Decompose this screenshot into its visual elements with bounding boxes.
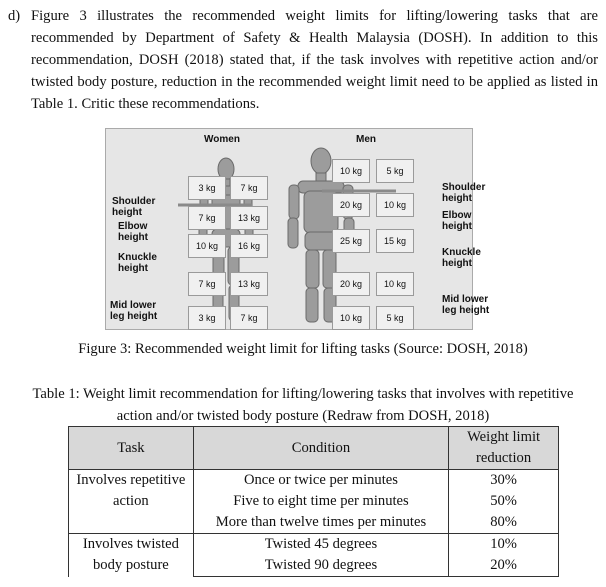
reduction-cell: 80%: [449, 512, 559, 534]
table-header-row: [69, 427, 559, 470]
question-text: Figure 3 illustrates the recommended weight limits for lifting/lowering tasks that are recommended by Department of Safety & Health Malaysia (DOSH). In addition to this recommendation, DOSH (2018) stated that, if the task involves with repetitive action and/or twisted body posture, reduction in the recommended weight limit need to be applied as listed in Table 1. Critic these recommendations.: [31, 8, 598, 112]
right-label-mid-leg: Mid lower leg height: [442, 294, 490, 316]
weight-limit-table: [68, 426, 559, 577]
women-weight-box: 13 kg: [230, 272, 268, 296]
condition-cell: Five to eight time per minutes: [193, 491, 448, 512]
left-label-mid-leg: Mid lower leg height: [110, 300, 158, 322]
men-weight-box: 20 kg: [332, 272, 370, 296]
condition-cell: Once or twice per minutes: [193, 470, 448, 492]
men-weight-box: 5 kg: [376, 159, 414, 183]
men-weight-box: 5 kg: [376, 306, 414, 330]
women-weight-box: 7 kg: [188, 272, 226, 296]
left-label-shoulder: Shoulder height: [112, 196, 156, 218]
men-weight-box: 10 kg: [376, 272, 414, 296]
women-weight-box: 7 kg: [230, 176, 268, 200]
men-weight-box: 15 kg: [376, 229, 414, 253]
right-label-shoulder: Shoulder height: [442, 182, 486, 204]
right-label-elbow: Elbow height: [442, 210, 472, 232]
men-weight-box: 10 kg: [376, 193, 414, 217]
weight-limit-figure: [105, 128, 490, 330]
figure-caption: Figure 3: Recommended weight limit for lifting tasks (Source: DOSH, 2018): [78, 341, 528, 357]
task-cell: Involves repetitive action: [69, 470, 194, 534]
left-label-knuckle: Knuckle height: [118, 252, 157, 274]
reduction-cell: 50%: [449, 491, 559, 512]
men-weight-box: 10 kg: [332, 159, 370, 183]
header-task: Task: [69, 427, 194, 470]
reduction-cell: 20%: [449, 555, 559, 577]
women-title: Women: [204, 134, 240, 145]
women-weight-box: 7 kg: [230, 306, 268, 330]
condition-cell: More than twelve times per minutes: [193, 512, 448, 534]
reduction-cell: 10%: [449, 534, 559, 556]
table-row: [69, 534, 559, 556]
reduction-cell: 30%: [449, 470, 559, 492]
men-weight-box: 25 kg: [332, 229, 370, 253]
women-weight-box: 3 kg: [188, 176, 226, 200]
header-condition: Condition: [193, 427, 448, 470]
table-caption: Table 1: Weight limit recommendation for lifting/lowering tasks that involves with repetitive action and/or twisted body posture (Redraw from DOSH, 2018): [32, 386, 574, 424]
women-weight-box: 13 kg: [230, 206, 268, 230]
women-weight-box: 10 kg: [188, 234, 226, 258]
women-weight-box: 3 kg: [188, 306, 226, 330]
left-label-elbow: Elbow height: [118, 221, 148, 243]
men-weight-box: 20 kg: [332, 193, 370, 217]
question-block: [8, 5, 598, 115]
condition-cell: Twisted 45 degrees: [193, 534, 448, 556]
men-title: Men: [356, 134, 376, 145]
question-label: d): [8, 8, 21, 24]
right-label-knuckle: Knuckle height: [442, 247, 481, 269]
header-reduction: Weight limit reduction: [449, 427, 559, 470]
task-cell: Involves twisted body posture: [69, 534, 194, 577]
condition-cell: Twisted 90 degrees: [193, 555, 448, 577]
women-weight-box: 16 kg: [230, 234, 268, 258]
table-row: [69, 470, 559, 492]
men-weight-box: 10 kg: [332, 306, 370, 330]
women-weight-box: 7 kg: [188, 206, 226, 230]
